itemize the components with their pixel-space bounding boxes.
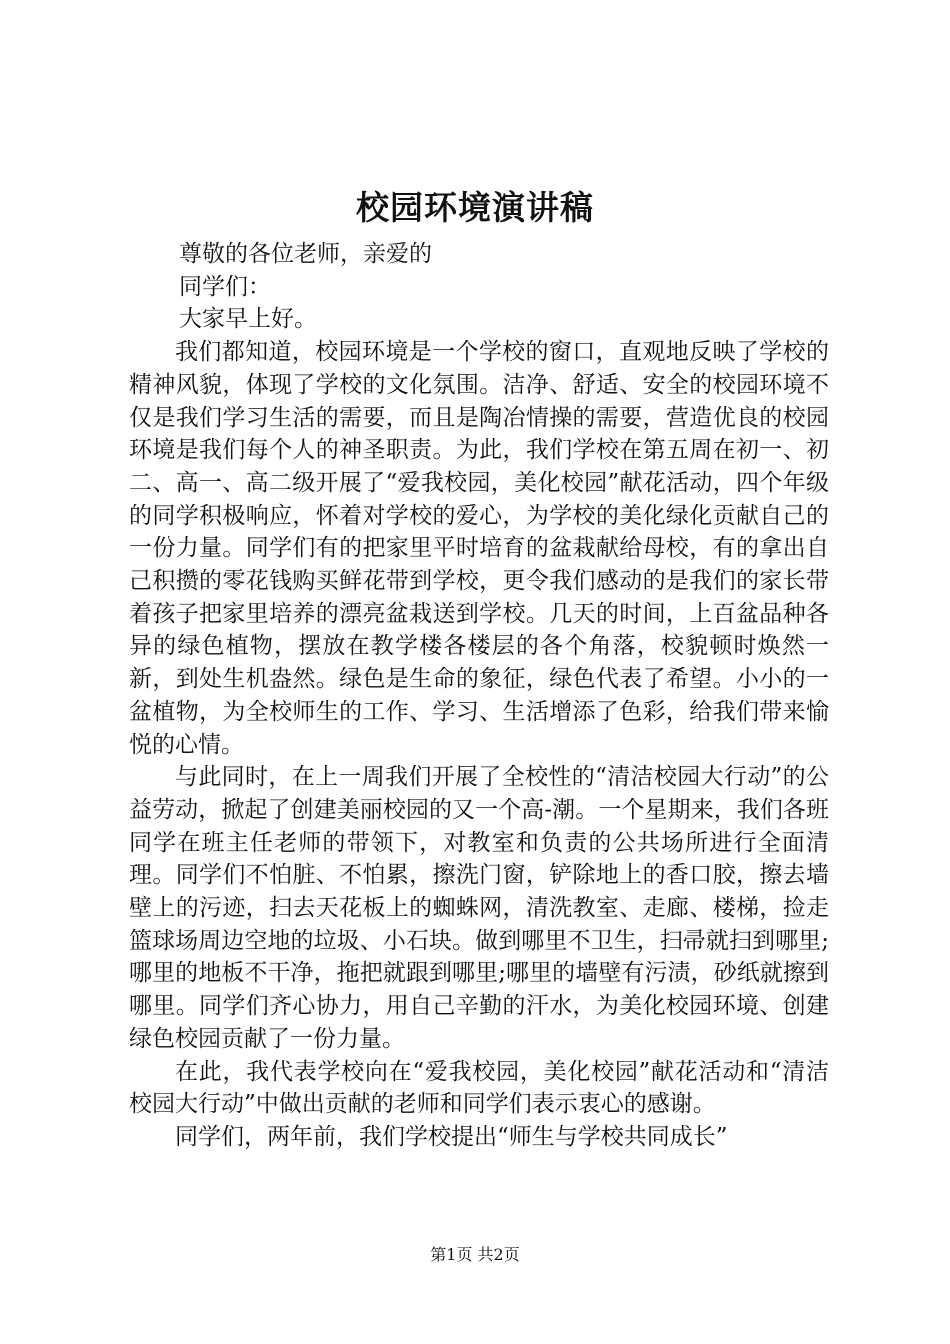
body-paragraph: 同学们，两年前，我们学校提出“师生与学校共同成长” (175, 1123, 728, 1150)
greeting-line: 同学们： (179, 273, 271, 300)
body-paragraph: 我们都知道，校园环境是一个学校的窗口，直观地反映了学校的精神风貌，体现了学校的文化氛围。洁净、舒适、安全的校园环境不仅是我们学习生活的需要，而且是陶冶情操的需要，营造优良的校园环境是我们每个人的神圣职责。为此，我们学校在第五周在初一、初二、高一、高二级开展了“爱我校园，美化校园”献花活动，四个年级的同学积极响应，怀着对学校的爱心，为学校的美化绿化贡献自己的一份力量。同学们有的把家里平时培育的盆栽献给母校，有的拿出自己积攒的零花钱购买鲜花带到学校，更令我们感动的是我们的家长带着孩子把家里培养的漂亮盆栽送到学校。几天的时间，上百盆品种各异的绿色植物，摆放在教学楼各楼层的各个角落，校貌顿时焕然一新，到处生机盎然。绿色是生命的象征，绿色代表了希望。小小的一盆植物，为全校师生的工作、学习、生活增添了色彩，给我们带来愉悦的心情。 (129, 339, 829, 758)
body-paragraph: 在此，我代表学校向在“爱我校园，美化校园”献花活动和“清洁校园大行动”中做出贡献的老师和同学们表示衷心的感谢。 (129, 1058, 829, 1118)
document-title: 校园环境演讲稿 (356, 188, 594, 227)
body-paragraph: 与此同时，在上一周我们开展了全校性的“清洁校园大行动”的公益劳动，掀起了创建美丽校园的又一个高-潮。一个星期来，我们各班同学在班主任老师的带领下，对教室和负责的公共场所进行全面清理。同学们不怕脏、不怕累，擦洗门窗，铲除地上的香口胶，擦去墙壁上的污迹，扫去天花板上的蜘蛛网，清洗教室、走廊、楼梯，捡走篮球场周边空地的垃圾、小石块。做到哪里不卫生，扫帚就扫到哪里;哪里的地板不干净，拖把就跟到哪里;哪里的墙壁有污渍，砂纸就擦到哪里。同学们齐心协力，用自己辛勤的汗水，为美化校园环境、创建绿色校园贡献了一份力量。 (129, 764, 829, 1052)
greeting-line: 大家早上好。 (179, 306, 317, 333)
greeting-line: 尊敬的各位老师，亲爱的 (179, 241, 432, 267)
page-number-footer: 第1页 共2页 (430, 1245, 520, 1264)
document-body (129, 238, 829, 1154)
